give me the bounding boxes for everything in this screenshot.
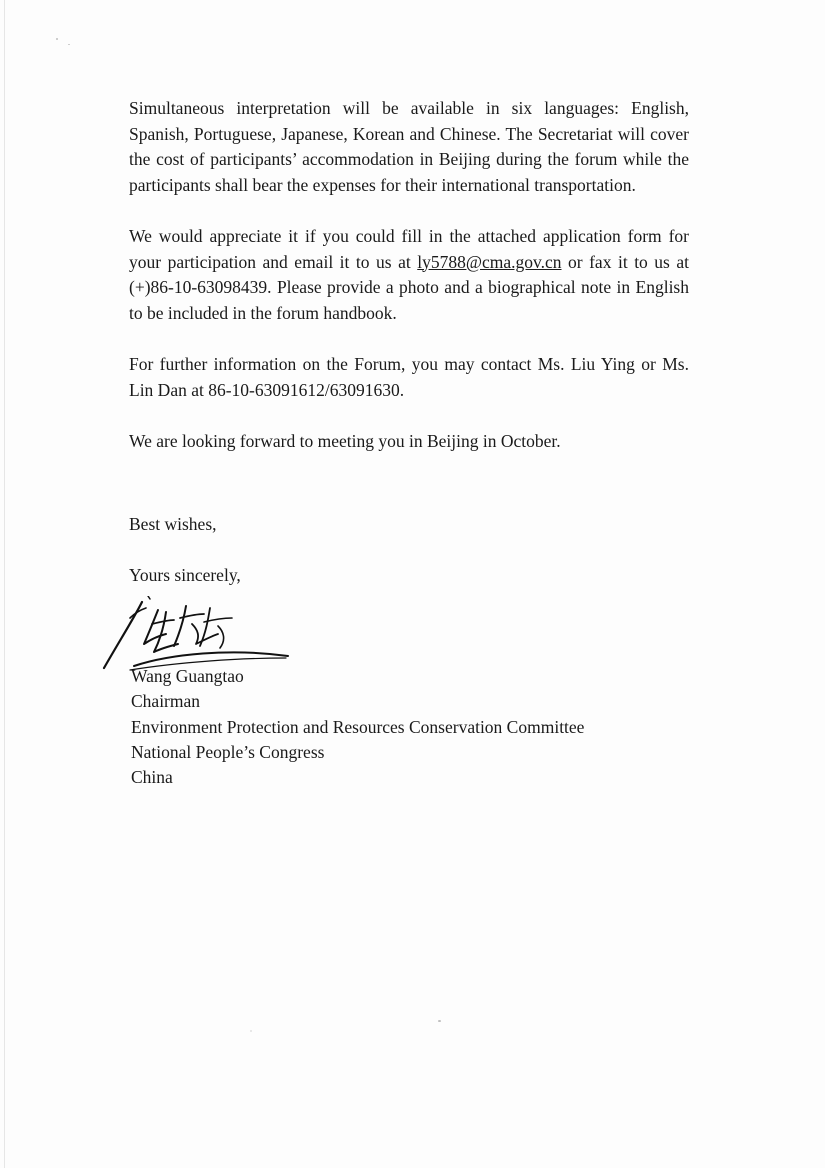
scan-edge-line: [4, 0, 5, 1168]
scan-speck: [250, 1030, 252, 1032]
email-link[interactable]: ly5788@cma.gov.cn: [417, 251, 562, 272]
scan-speck: [56, 38, 58, 40]
signatory-body: National People’s Congress: [131, 741, 325, 762]
signature-block: [131, 664, 584, 790]
valediction: Yours sincerely,: [129, 565, 241, 585]
paragraph-contact: For further information on the Forum, you may contact Ms. Liu Ying or Ms. Lin Dan at 86-10-63091612/63091630.: [129, 354, 689, 400]
signatory-country: China: [131, 767, 173, 788]
scan-speck: [438, 1020, 441, 1022]
paragraph-application: [129, 224, 689, 326]
signatory-title: Chairman: [131, 691, 201, 712]
signatory-name: Wang Guangtao: [131, 666, 244, 686]
paragraph-application-text-2: or fax it to us at (+)86-10-63098439. Please provide a photo and a biographical note in English to be included in the forum handbook.: [129, 251, 690, 323]
scan-speck: [68, 44, 70, 45]
paragraph-application-text-1: We would appreciate it if you could fill in the attached application form for your participation and email it to us at: [129, 226, 689, 272]
paragraph-closing-remark: We are looking forward to meeting you in Beijing in October.: [129, 431, 561, 451]
letter-body: [129, 96, 689, 481]
paragraph-interpretation: Simultaneous interpretation will be available in six languages: English, Spanish, Portuguese, Japanese, Korean and Chinese. The Secretariat will cover the cost of participants’ accommodation in Beijing during the forum while the participants shall bear the expenses for their international transportation.: [129, 98, 689, 195]
greeting-close: Best wishes,: [129, 514, 217, 534]
signatory-committee: Environment Protection and Resources Conservation Committee: [131, 716, 585, 737]
